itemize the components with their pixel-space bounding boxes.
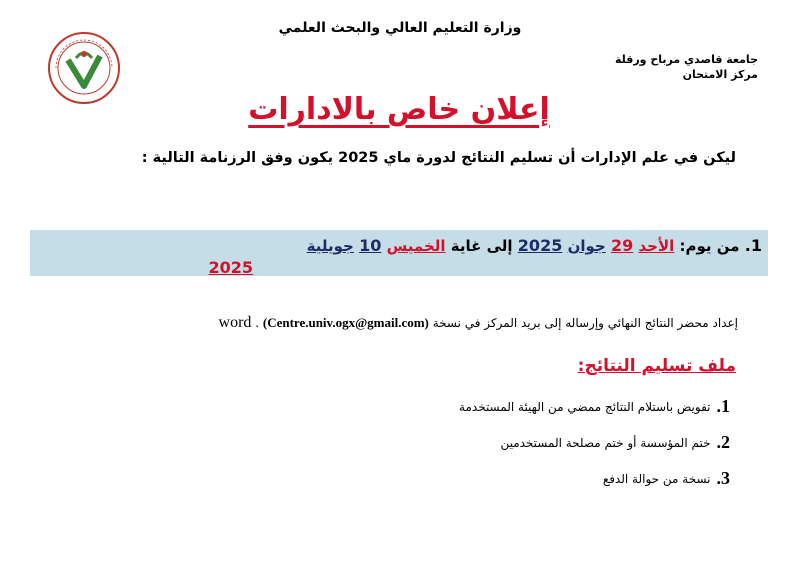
intro-text: ليكن في علم الإدارات أن تسليم النتائج لدورة ماي 2025 يكون وفق الرزنامة التالية :: [141, 150, 736, 166]
exam-center-name: مركز الامتحان: [682, 68, 758, 81]
list-item: 3. نسخة من حوالة الدفع: [602, 468, 730, 488]
files-section-title: ملف تسليم النتائج:: [577, 356, 736, 376]
schedule-line: 1. من يوم: الأحد 29 جوان 2025 إلى غاية الخميس 10 جويلية: [306, 236, 762, 255]
schedule-end-year: 2025: [208, 258, 253, 277]
ministry-name: وزارة التعليم العالي والبحث العلمي: [278, 20, 522, 36]
list-item: 1. تفويض باستلام النتائج ممضي من الهيئة المستخدمة: [459, 396, 730, 416]
center-email: (Centre.univ.ogx@gmail.com): [262, 315, 429, 330]
university-name: جامعة قاصدي مرباح ورقلة: [614, 53, 758, 66]
list-item: 2. ختم المؤسسة أو ختم مصلحة المستخدمين: [500, 432, 730, 452]
preparation-instruction: إعداد محضر النتائج النهائي وإرساله إلى بريد المركز في نسخة word . (Centre.univ.ogx@gmail.com): [218, 314, 738, 331]
word-format: word: [218, 314, 252, 331]
page-title: إعلان خاص بالادارات: [248, 92, 550, 127]
